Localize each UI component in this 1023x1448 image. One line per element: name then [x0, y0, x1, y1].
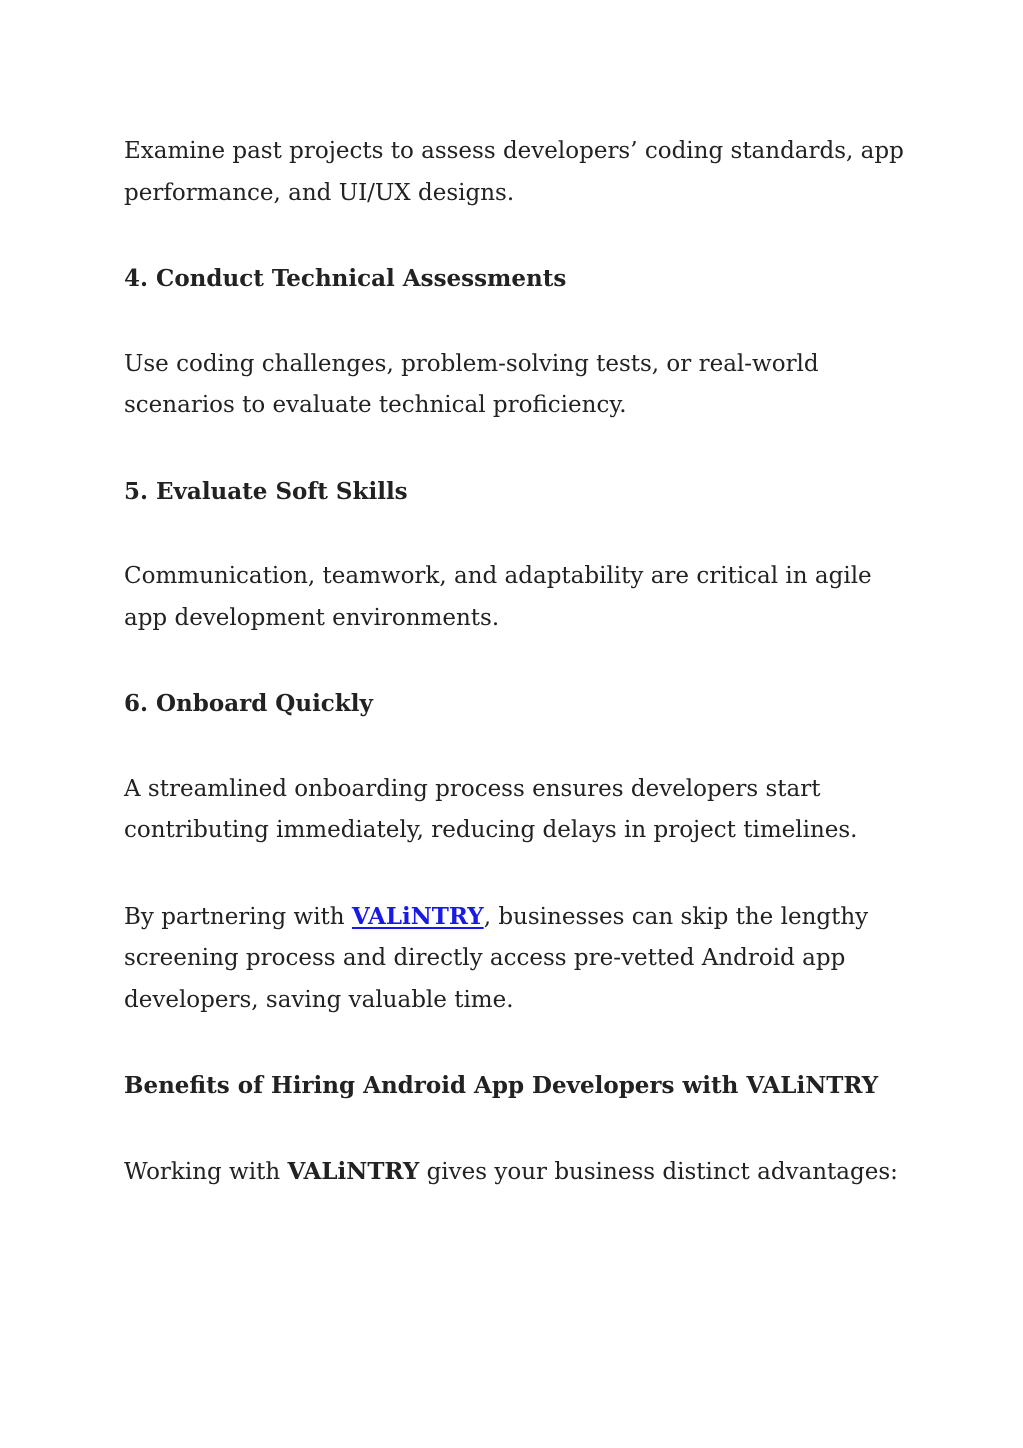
section-heading-onboard-quickly: 6. Onboard Quickly	[124, 690, 373, 717]
section-heading-technical-assessments: 4. Conduct Technical Assessments	[124, 265, 567, 292]
intro-paragraph: Examine past projects to assess developers’ coding standards, app performance, and UI/UX designs.	[124, 138, 904, 206]
section-heading-soft-skills: 5. Evaluate Soft Skills	[124, 477, 408, 505]
closing-paragraph	[124, 1151, 914, 1194]
brand-name: VALiNTRY	[287, 1157, 420, 1185]
valintry-link[interactable]: VALiNTRY	[351, 902, 484, 930]
closing-paragraph-suffix: gives your business distinct advantages:	[419, 1158, 898, 1185]
partner-paragraph	[124, 896, 914, 1022]
partner-paragraph-prefix: By partnering with	[124, 903, 352, 930]
closing-paragraph-prefix: Working with	[124, 1158, 288, 1185]
benefits-heading: Benefits of Hiring Android App Developers with VALiNTRY	[124, 1072, 879, 1099]
section-body-soft-skills: Communication, teamwork, and adaptability are critical in agile app development environments.	[124, 563, 872, 631]
section-body-technical-assessments: Use coding challenges, problem-solving tests, or real-world scenarios to evaluate technical proficiency.	[124, 350, 819, 418]
document-content	[124, 131, 914, 1193]
partner-paragraph-suffix: , businesses can skip the lengthy screening process and directly access pre-vetted Android app developers, saving valuable time.	[124, 903, 869, 1013]
section-body-onboard-quickly: A streamlined onboarding process ensures developers start contributing immediately, reducing delays in project timelines.	[124, 775, 858, 843]
